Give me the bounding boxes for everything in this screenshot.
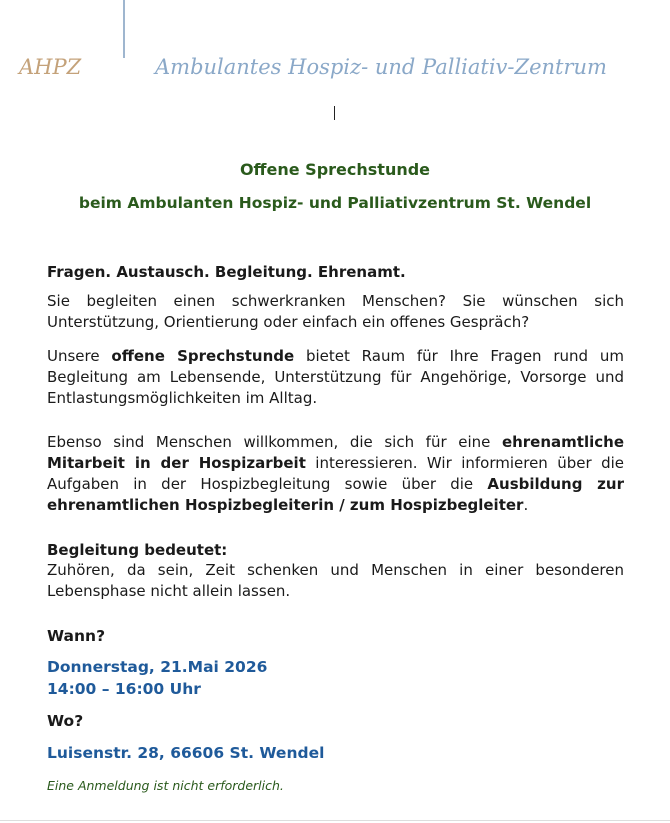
when-label: Wann? [47, 627, 106, 645]
paragraph-1: Sie begleiten einen schwerkranken Menschen? Sie wünschen sich Unterstützung, Orientierung oder einfach ein offenes Gespräch? [47, 292, 624, 331]
paragraph-3-pre: Ebenso sind Menschen willkommen, die sich für eine [47, 433, 502, 451]
paragraph-2 [47, 346, 624, 409]
paragraph-3 [47, 432, 624, 516]
page-bottom-edge [0, 820, 670, 821]
paragraph-2-bold: offene Sprechstunde [111, 347, 295, 365]
document-title: Offene Sprechstunde [239, 160, 431, 179]
event-address: Luisenstr. 28, 66606 St. Wendel [47, 744, 325, 762]
paragraph-4: Zuhören, da sein, Zeit schenken und Menschen in einer besonderen Lebensphase nicht allein lassen. [47, 561, 624, 600]
paragraph-3-post: . [523, 496, 529, 514]
paragraph-2-post: bietet Raum für Ihre Fragen rund um Begleitung am Lebensende, Unterstützung für Angehörige, Vorsorge und Entlastungsmöglichkeiten im Alltag. [47, 347, 624, 407]
registration-note: Eine Anmeldung ist nicht erforderlich. [47, 778, 284, 793]
center-name: Ambulantes Hospiz- und Palliativ-Zentrum [155, 55, 607, 79]
header-divider-line [123, 0, 125, 58]
document-subtitle: beim Ambulanten Hospiz- und Palliativzentrum St. Wendel [78, 194, 592, 212]
paragraph-3-bold-1: ehrenamtliche Mitarbeit in der Hospizarbeit [47, 433, 624, 472]
paragraph-2-pre: Unsere [47, 347, 112, 365]
event-date: Donnerstag, 21.Mai 2026 [47, 658, 268, 676]
paragraph-3-mid: interessieren. Wir informieren über die Aufgaben in der Hospizbegleitung sowie über die [47, 454, 624, 493]
event-time: 14:00 – 16:00 Uhr [47, 680, 201, 698]
paragraph-4-heading: Begleitung bedeutet: [47, 541, 228, 559]
text-cursor [334, 106, 335, 120]
logo-text: AHPZ [19, 55, 82, 79]
paragraph-3-bold-2: Ausbildung zur ehrenamtlichen Hospizbegleiterin / zum Hospizbegleiter [47, 475, 624, 514]
where-label: Wo? [47, 712, 84, 730]
intro-heading: Fragen. Austausch. Begleitung. Ehrenamt. [47, 263, 406, 281]
